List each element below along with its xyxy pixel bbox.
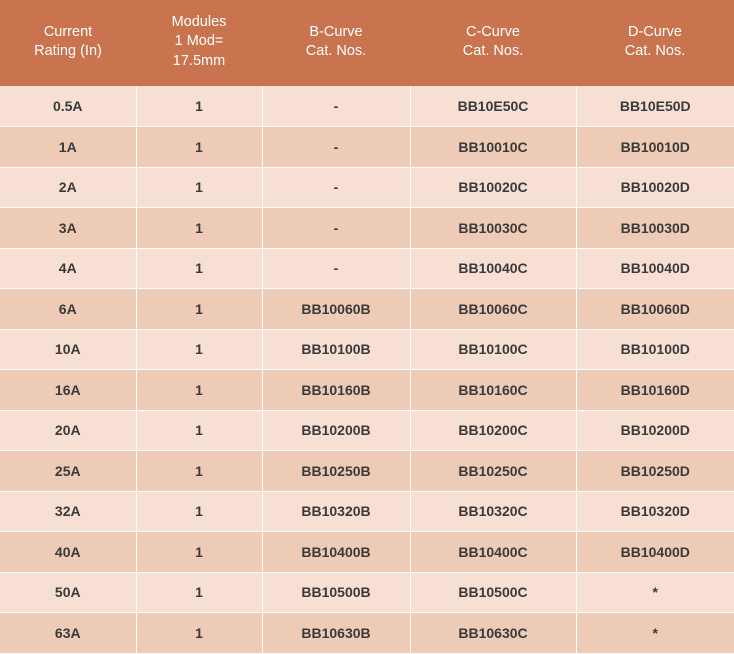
header-line: Cat. Nos. xyxy=(462,43,524,59)
cell-b-curve: - xyxy=(262,248,410,289)
cell-d-curve: * xyxy=(576,572,734,613)
cell-modules: 1 xyxy=(136,613,262,654)
cell-b-curve: - xyxy=(262,167,410,208)
cell-b-curve: BB10100B xyxy=(262,329,410,370)
cell-modules: 1 xyxy=(136,208,262,249)
cell-current-rating: 0.5A xyxy=(0,86,136,127)
cell-c-curve: BB10320C xyxy=(410,491,576,532)
table-body xyxy=(0,86,734,653)
cell-current-rating: 40A xyxy=(0,532,136,573)
cell-c-curve: BB10020C xyxy=(410,167,576,208)
cell-c-curve: BB10100C xyxy=(410,329,576,370)
cell-modules: 1 xyxy=(136,532,262,573)
table-row xyxy=(0,289,734,330)
cell-c-curve: BB10E50C xyxy=(410,86,576,127)
table-row xyxy=(0,329,734,370)
cell-current-rating: 6A xyxy=(0,289,136,330)
table-row xyxy=(0,451,734,492)
table-row xyxy=(0,127,734,168)
table-row xyxy=(0,370,734,411)
cell-c-curve: BB10400C xyxy=(410,532,576,573)
column-header-d-curve xyxy=(576,0,734,86)
cell-modules: 1 xyxy=(136,127,262,168)
column-header-b-curve xyxy=(262,0,410,86)
cell-current-rating: 25A xyxy=(0,451,136,492)
table-header xyxy=(0,0,734,86)
table-row xyxy=(0,208,734,249)
cell-d-curve: BB10250D xyxy=(576,451,734,492)
cell-d-curve: BB10100D xyxy=(576,329,734,370)
header-line: B-Curve xyxy=(309,23,363,40)
cell-current-rating: 50A xyxy=(0,572,136,613)
cell-modules: 1 xyxy=(136,491,262,532)
cell-c-curve: BB10060C xyxy=(410,289,576,330)
cell-modules: 1 xyxy=(136,410,262,451)
column-header-c-curve xyxy=(410,0,576,86)
header-line: Cat. Nos. xyxy=(305,43,367,59)
cell-b-curve: BB10250B xyxy=(262,451,410,492)
table-row xyxy=(0,410,734,451)
cell-modules: 1 xyxy=(136,86,262,127)
cell-modules: 1 xyxy=(136,370,262,411)
cell-d-curve: BB10010D xyxy=(576,127,734,168)
cell-current-rating: 16A xyxy=(0,370,136,411)
cell-modules: 1 xyxy=(136,572,262,613)
cell-current-rating: 2A xyxy=(0,167,136,208)
table-row xyxy=(0,532,734,573)
cell-current-rating: 20A xyxy=(0,410,136,451)
header-line: 1 Mod= xyxy=(174,33,224,50)
cell-b-curve: - xyxy=(262,208,410,249)
header-line: 17.5mm xyxy=(172,52,226,69)
table-row xyxy=(0,86,734,127)
table-row xyxy=(0,572,734,613)
cell-d-curve: BB10060D xyxy=(576,289,734,330)
cell-d-curve: BB10400D xyxy=(576,532,734,573)
cell-modules: 1 xyxy=(136,451,262,492)
table-row xyxy=(0,248,734,289)
header-line: Cat. Nos. xyxy=(624,43,686,59)
cell-modules: 1 xyxy=(136,167,262,208)
column-header-current-rating xyxy=(0,0,136,86)
cell-b-curve: - xyxy=(262,127,410,168)
cell-c-curve: BB10200C xyxy=(410,410,576,451)
cell-b-curve: BB10400B xyxy=(262,532,410,573)
table-row xyxy=(0,613,734,654)
cell-b-curve: - xyxy=(262,86,410,127)
cell-d-curve: BB10030D xyxy=(576,208,734,249)
cell-modules: 1 xyxy=(136,329,262,370)
cell-b-curve: BB10200B xyxy=(262,410,410,451)
cell-d-curve: BB10E50D xyxy=(576,86,734,127)
cell-modules: 1 xyxy=(136,248,262,289)
header-line: Modules xyxy=(171,14,227,31)
table-row xyxy=(0,167,734,208)
cell-d-curve: BB10200D xyxy=(576,410,734,451)
cell-current-rating: 4A xyxy=(0,248,136,289)
cell-c-curve: BB10010C xyxy=(410,127,576,168)
cell-c-curve: BB10250C xyxy=(410,451,576,492)
cell-current-rating: 10A xyxy=(0,329,136,370)
cell-d-curve: BB10320D xyxy=(576,491,734,532)
header-line: C-Curve xyxy=(466,23,520,40)
cell-c-curve: BB10630C xyxy=(410,613,576,654)
cell-c-curve: BB10040C xyxy=(410,248,576,289)
cell-c-curve: BB10160C xyxy=(410,370,576,411)
cell-current-rating: 32A xyxy=(0,491,136,532)
cell-d-curve: * xyxy=(576,613,734,654)
cell-current-rating: 1A xyxy=(0,127,136,168)
cell-d-curve: BB10020D xyxy=(576,167,734,208)
cell-current-rating: 63A xyxy=(0,613,136,654)
cell-b-curve: BB10500B xyxy=(262,572,410,613)
cell-b-curve: BB10160B xyxy=(262,370,410,411)
header-line: Current xyxy=(43,23,93,40)
table-row xyxy=(0,491,734,532)
cell-b-curve: BB10060B xyxy=(262,289,410,330)
table-header-row xyxy=(0,0,734,86)
cell-b-curve: BB10320B xyxy=(262,491,410,532)
header-line: D-Curve xyxy=(628,23,682,40)
cell-d-curve: BB10160D xyxy=(576,370,734,411)
cell-modules: 1 xyxy=(136,289,262,330)
cell-c-curve: BB10500C xyxy=(410,572,576,613)
cell-current-rating: 3A xyxy=(0,208,136,249)
cell-c-curve: BB10030C xyxy=(410,208,576,249)
column-header-modules xyxy=(136,0,262,86)
cell-b-curve: BB10630B xyxy=(262,613,410,654)
header-line: Rating (In) xyxy=(34,43,102,59)
cell-d-curve: BB10040D xyxy=(576,248,734,289)
